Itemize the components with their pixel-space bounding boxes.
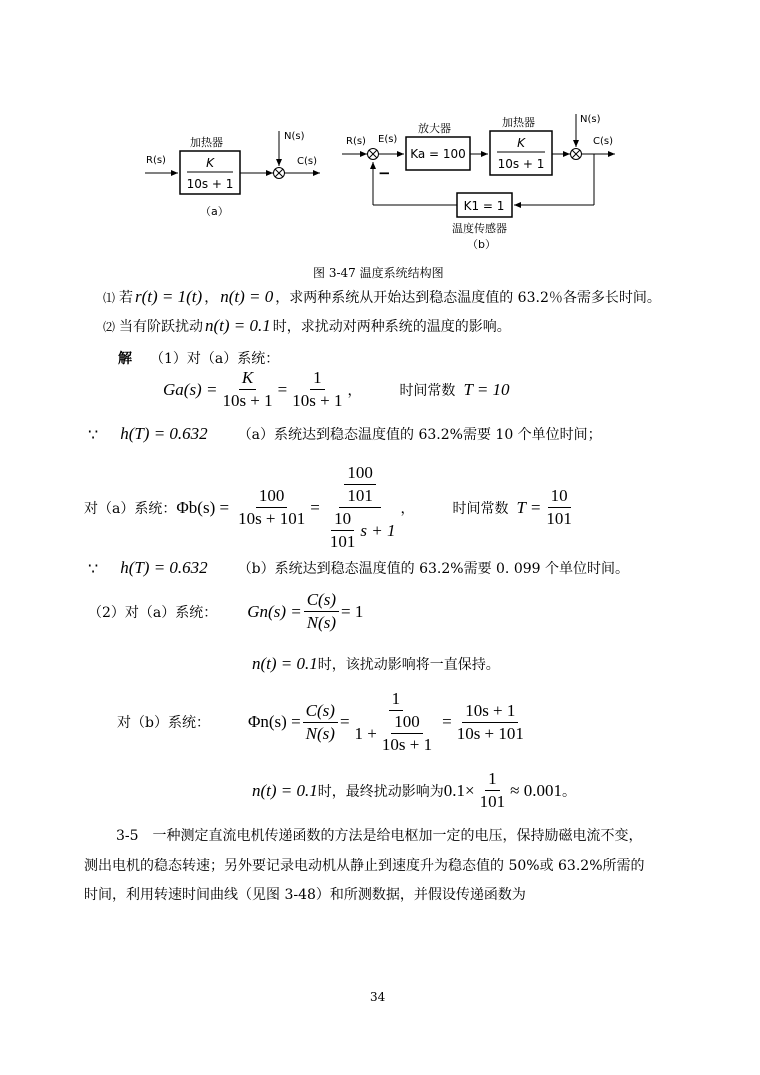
solution-part1-intro: （1）对（a）系统： (150, 351, 280, 367)
equation-phin-equals-1: = (339, 712, 350, 731)
equation-gn-rhs: = 1 (340, 601, 364, 621)
equation-gn-lhs: Gn(s) = (247, 601, 302, 621)
diagram-b-heater-den: 10s + 1 (497, 157, 545, 171)
diagram-a-heater-title: 加热器 (190, 136, 223, 149)
diagram-a-input-label: R(s) (146, 155, 166, 166)
equation-phin-equals-2: = (442, 712, 452, 731)
equation-ga-comma: ， (347, 382, 362, 399)
page-number: 34 (370, 990, 386, 1004)
question-2-number: ⑵ (103, 319, 116, 334)
diagram-b-minus-sign: − (378, 164, 391, 182)
problem-3-5-line-2: 测出电机的稳态转速；另外要记录电动机从静止到速度升为稳态值的 50%或 63.2%所需的 (84, 858, 645, 874)
diagram-b-input-label: R(s) (346, 136, 366, 147)
question-1 (103, 287, 661, 307)
question-1-number: ⑴ (103, 290, 116, 305)
part2-intro: （2）对（a）系统： (88, 604, 218, 621)
diagram-b-error-label: E(s) (378, 134, 398, 145)
because-symbol-b: ∵ (88, 558, 99, 578)
question-1-math-r: r(t) = 1(t) (135, 287, 203, 306)
final-disturbance-text: 时，最终扰动影响为 (317, 783, 444, 800)
figure-caption: 图 3-47 温度系统结构图 (313, 266, 444, 280)
diagram-a-heater-num: K (206, 156, 214, 170)
equation-phib (84, 462, 577, 553)
diagram-a-disturbance-label: N(s) (284, 131, 305, 142)
disturbance-a-line (252, 654, 500, 674)
problem-3-5-line-3: 时间，利用转速时间曲线（见图 3-48）和所测数据，并假设传递函数为 (84, 887, 526, 903)
result-b-line (88, 558, 629, 578)
equation-phib-comma: ， (400, 500, 415, 517)
because-symbol-a: ∵ (88, 424, 99, 444)
diagram-b-heater-title: 加热器 (502, 116, 535, 129)
time-constant-a: T = 10 (463, 379, 510, 399)
equation-gn-fraction: $\frac{C(s)}{N(s)}$ (304, 589, 339, 634)
time-constant-label-b: 时间常数 (452, 500, 509, 517)
block-diagram-figure (0, 100, 760, 265)
equation-phib-fraction: $\frac{100}{10s + 101}$ (238, 486, 306, 528)
diagram-b-heater-num: K (517, 136, 525, 150)
diagram-b-sensor-gain: K1 = 1 (463, 199, 505, 213)
diagram-b-sensor-title: 温度传感器 (452, 222, 507, 235)
question-1-text: ，求两种系统从开始达到稳态温度值的 63.2％各需多长时间。 (275, 290, 661, 306)
final-disturbance-period: 。 (561, 783, 576, 800)
question-2-prefix: 当有阶跃扰动 (119, 319, 204, 335)
final-disturbance-math: n(t) = 0.1 (252, 780, 318, 800)
solution-intro (118, 348, 279, 368)
question-2 (103, 316, 511, 336)
disturbance-a-math: n(t) = 0.1 (252, 654, 318, 673)
h-value-a: h(T) = 0.632 (120, 424, 208, 443)
equation-phin (117, 688, 529, 756)
diagram-a-output-label: C(s) (297, 156, 317, 167)
equation-phin-lhs: Φn(s) = (247, 712, 301, 731)
diagram-b-amplifier-title: 放大器 (418, 122, 451, 135)
final-disturbance-line (252, 768, 576, 813)
question-1-prefix: 若 (119, 290, 134, 306)
equation-phib-compound-fraction: $\frac{100}{101}$ $\frac{10}{101}$ s + 1 (329, 463, 396, 551)
question-2-math: n(t) = 0.1 (205, 316, 271, 335)
final-disturbance-fraction: $\frac{1}{101}$ (479, 769, 506, 811)
time-constant-b-fraction: $\frac{10}{101}$ (546, 486, 572, 528)
equation-ga-equals: = (277, 379, 288, 399)
diagram-a (145, 131, 320, 218)
disturbance-a-text: 时，该扰动影响将一直保持。 (317, 657, 500, 673)
solution-label: 解 (118, 351, 132, 367)
final-disturbance-value: ≈ 0.001 (510, 780, 562, 800)
question-1-math-n: n(t) = 0 (220, 287, 274, 306)
equation-phib-equals: = (310, 497, 320, 517)
equation-phib-lhs: Φb(s) = (176, 497, 230, 517)
final-disturbance-factor: 0.1× (443, 780, 475, 800)
time-constant-label-a: 时间常数 (399, 382, 456, 399)
question-1-separator: ， (204, 290, 219, 306)
diagram-b-disturbance-label: N(s) (580, 114, 601, 125)
system-b-intro: 对（a）系统： (84, 500, 177, 517)
equation-ga-fraction-1: $\frac{K}{10s + 1}$ (222, 368, 273, 410)
part2-system-b-intro: 对（b）系统： (117, 715, 210, 731)
result-a-line (88, 424, 602, 444)
time-constant-b-lhs: T = (516, 497, 542, 517)
diagram-b-output-label: C(s) (593, 136, 613, 147)
diagram-a-caption: （a） (200, 205, 229, 218)
diagram-b-amplifier-gain: Ka = 100 (410, 147, 466, 161)
equation-ga-fraction-2: $\frac{1}{10s + 1}$ (292, 368, 343, 410)
equation-phin-fraction-1: $\frac{C(s)}{N(s)}$ (303, 700, 338, 745)
diagram-b (342, 114, 615, 251)
equation-phin-fraction-2: $\frac{10s + 1}{10s + 101}$ (456, 700, 524, 743)
equation-gn (88, 589, 363, 634)
equation-phin-compound-fraction: 1 1 + $\frac{100}{10s + 1}$ (354, 689, 433, 754)
result-a-text: （a）系统达到稳态温度值的 63.2%需要 10 个单位时间； (237, 427, 602, 443)
diagram-a-heater-den: 10s + 1 (186, 177, 234, 191)
result-b-text: （b）系统达到稳态温度值的 63.2%需要 0. 099 个单位时间。 (237, 561, 630, 577)
diagram-b-caption: （b） (467, 238, 496, 251)
problem-3-5-line-1: 3-5 一种测定直流电机传递函数的方法是给电枢加一定的电压，保持励磁电流不变， (116, 828, 643, 844)
h-value-b: h(T) = 0.632 (120, 558, 208, 577)
equation-ga-lhs: Ga(s) = (163, 379, 218, 399)
question-2-text: 时，求扰动对两种系统的温度的影响。 (272, 319, 511, 335)
equation-ga (163, 367, 510, 412)
